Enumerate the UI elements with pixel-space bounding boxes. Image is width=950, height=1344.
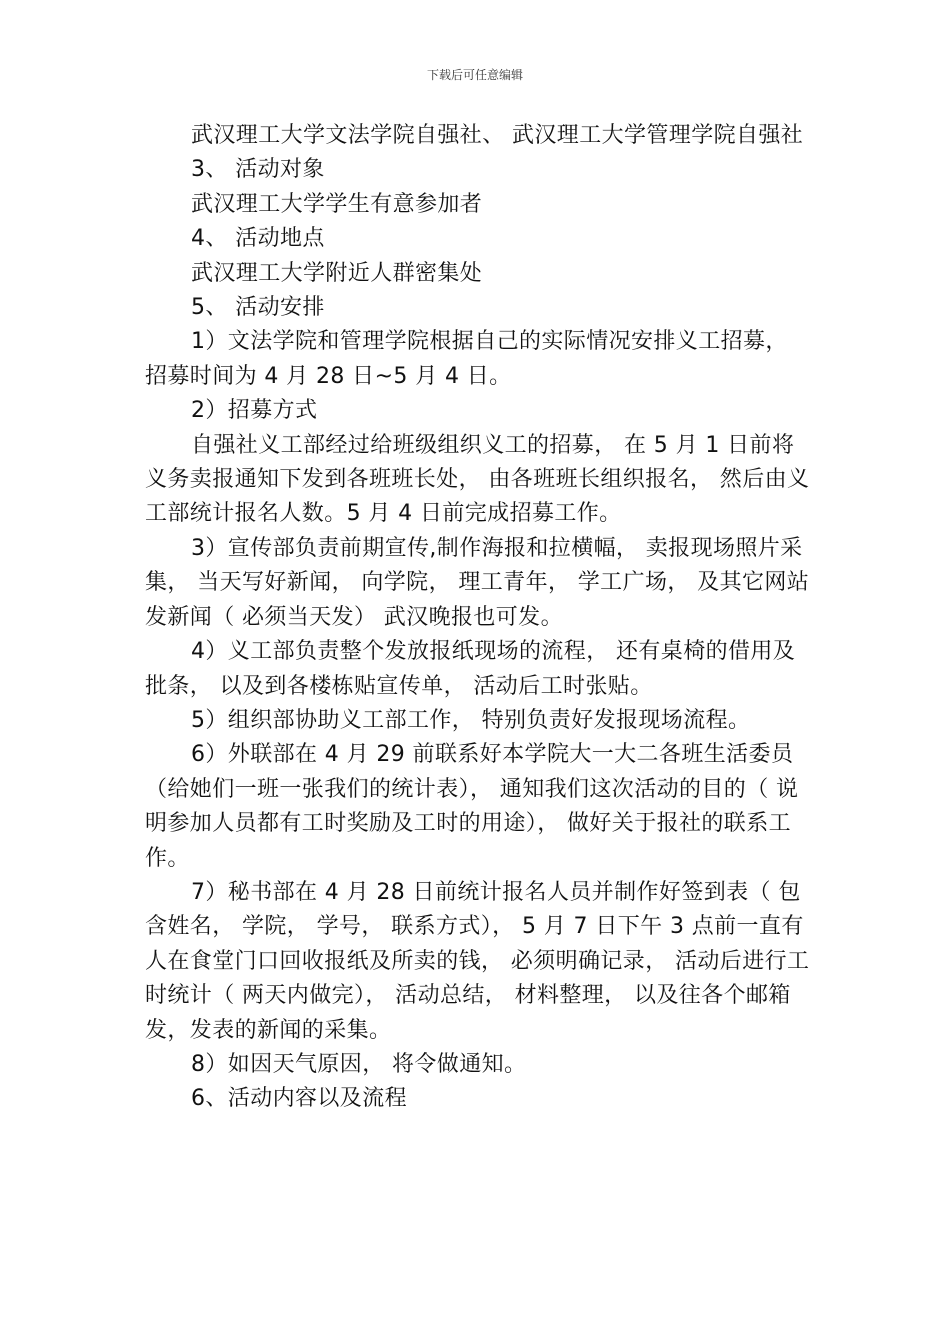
recruitment-paragraph: 自强社义工部经过给班级组织义工的招募， 在 5 月 1 日前将义务卖报通知下发到各班班长处， 由各班班长组织报名， 然后由义工部统计报名人数。5 月 4 日前完成招募工作。 — [145, 432, 810, 527]
arrangement-item-5: 5）组织部协助义工部工作， 特别负责好发报现场流程。 — [191, 707, 751, 733]
document-body — [145, 119, 810, 1117]
arrangement-item-2: 2）招募方式 — [191, 398, 318, 424]
section-heading-arrangement: 5、 活动安排 — [191, 295, 325, 321]
arrangement-item-7: 7）秘书部在 4 月 28 日前统计报名人员并制作好签到表（ 包含姓名， 学院， 学号， 联系方式）， 5 月 7 日下午 3 点前一直有人在食堂门口回收报纸及所卖的钱， 必须明确记录， 活动后进行工时统计（ 两天内做完）， 活动总结， 材料整理， 以及往各个邮箱发，发表的新闻的采集。 — [145, 879, 810, 1043]
arrangement-item-8: 8）如因天气原因， 将令做通知。 — [191, 1051, 527, 1077]
location-paragraph: 武汉理工大学附近人群密集处 — [191, 260, 483, 286]
target-paragraph: 武汉理工大学学生有意参加者 — [191, 191, 483, 217]
section-heading-target: 3、 活动对象 — [191, 157, 325, 183]
arrangement-item-3: 3）宣传部负责前期宣传,制作海报和拉横幅， 卖报现场照片采集， 当天写好新闻， 向学院， 理工青年， 学工广场， 及其它网站发新闻（ 必须当天发） 武汉晚报也可发。 — [145, 535, 810, 630]
arrangement-item-6: 6）外联部在 4 月 29 前联系好本学院大一大二各班生活委员（给她们一班一张我们的统计表）， 通知我们这次活动的目的（ 说明参加人员都有工时奖励及工时的用途）， 做好关于报社的联系工作。 — [145, 742, 799, 871]
arrangement-item-1: 1）文法学院和管理学院根据自己的实际情况安排义工招募，招募时间为 4 月 28 日~5 月 4 日。 — [145, 329, 788, 389]
page-header: 下载后可任意编辑 — [426, 68, 523, 82]
section-heading-content: 6、活动内容以及流程 — [191, 1086, 407, 1112]
arrangement-item-4: 4）义工部负责整个发放报纸现场的流程， 还有桌椅的借用及批条， 以及到各楼栋贴宣传单， 活动后工时张贴。 — [145, 639, 796, 699]
organizer-paragraph: 武汉理工大学文法学院自强社、 武汉理工大学管理学院自强社 — [191, 123, 804, 148]
section-heading-location: 4、 活动地点 — [191, 226, 325, 252]
